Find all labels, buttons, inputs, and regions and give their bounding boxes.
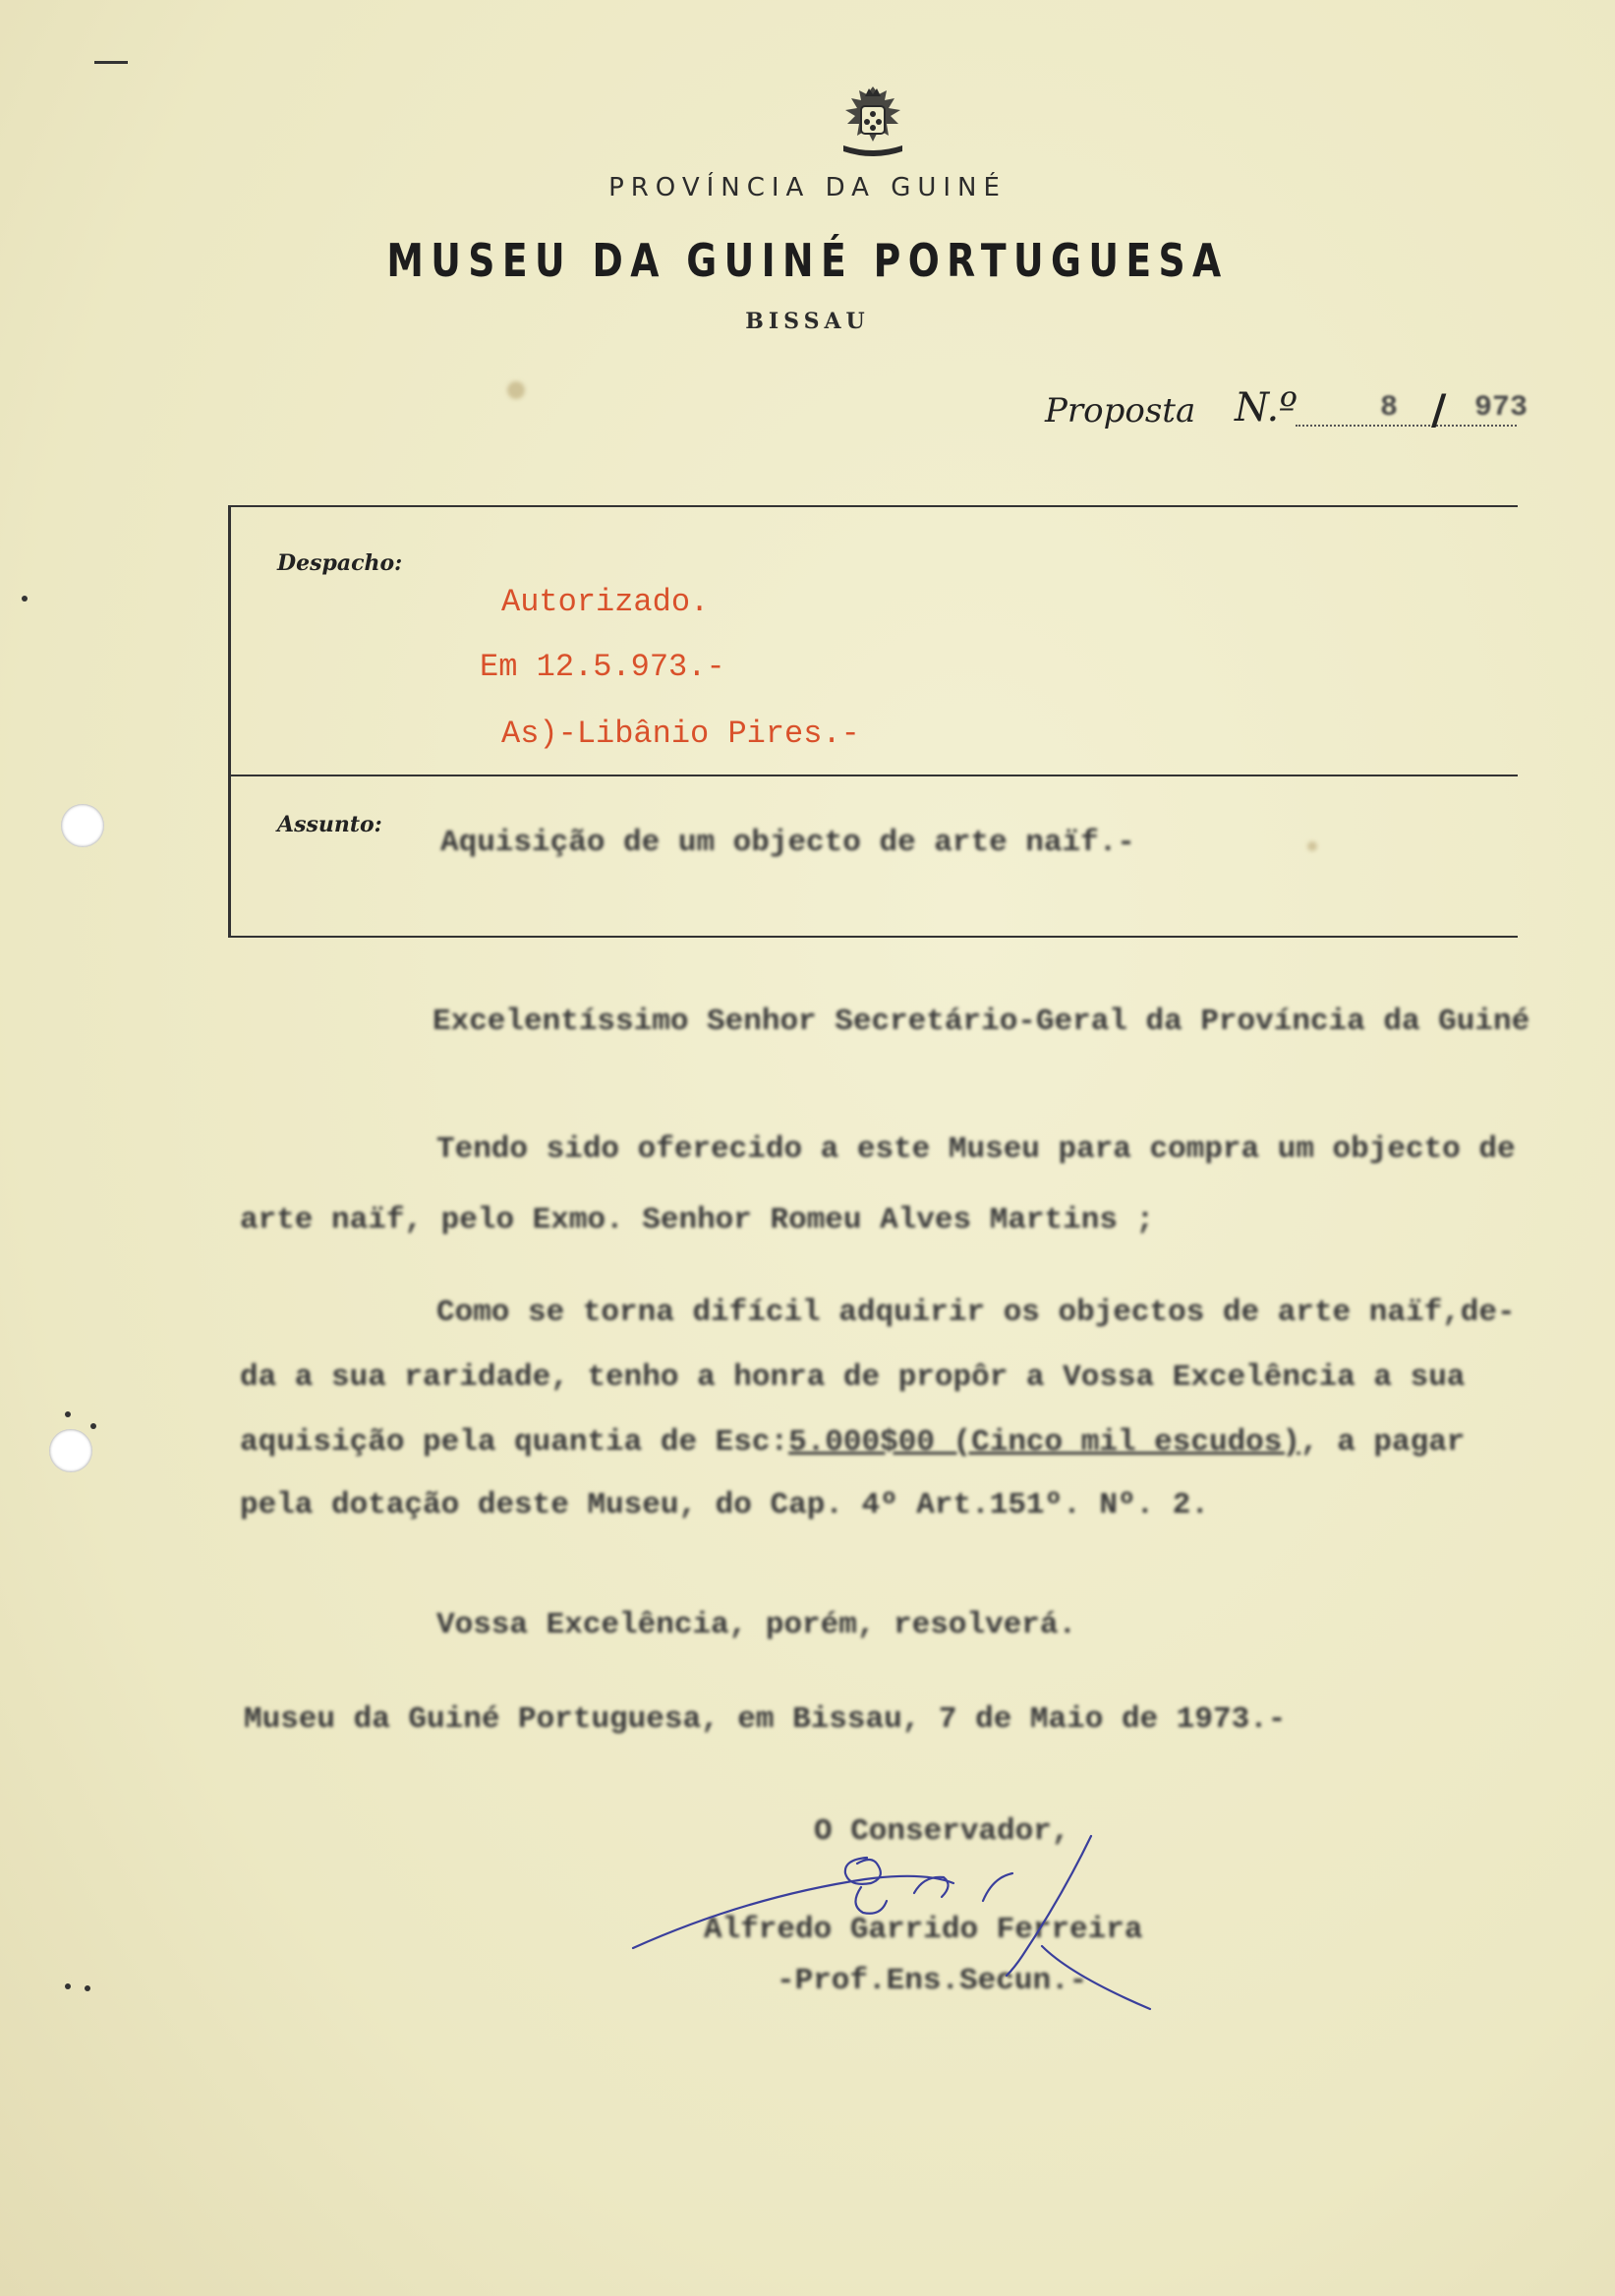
paragraph-line: da a sua raridade, tenho a honra de propôr a Vossa Excelência a sua bbox=[240, 1360, 1466, 1395]
ink-speck bbox=[65, 1411, 71, 1417]
box-left-rule bbox=[228, 505, 231, 938]
proposta-label: Proposta bbox=[1045, 391, 1196, 430]
despacho-stamp-line: Em 12.5.973.- bbox=[480, 649, 725, 685]
assunto-label: Assunto: bbox=[277, 812, 382, 837]
ink-speck bbox=[22, 596, 28, 602]
proposta-separator: / bbox=[1431, 385, 1447, 433]
proposta-number: 8 bbox=[1380, 391, 1399, 425]
proposta-dotted-line bbox=[1296, 425, 1517, 427]
institution-heading: MUSEU DA GUINÉ PORTUGUESA bbox=[386, 234, 1229, 287]
ink-speck bbox=[85, 1985, 90, 1991]
paper-stain bbox=[1307, 841, 1317, 851]
salutation: Excelentíssimo Senhor Secretário-Geral da Província da Guiné bbox=[433, 1004, 1530, 1039]
paragraph-line: pela dotação deste Museu, do Cap. 4º Art.151º. Nº. 2. bbox=[240, 1488, 1209, 1522]
city-heading: BISSAU bbox=[745, 309, 870, 334]
proposta-year: 973 bbox=[1474, 391, 1528, 425]
paragraph-line: arte naïf, pelo Exmo. Senhor Romeu Alves Martins ; bbox=[240, 1203, 1155, 1237]
coat-of-arms-icon bbox=[826, 85, 920, 159]
closing-paragraph: Vossa Excelência, porém, resolverá. bbox=[436, 1608, 1077, 1642]
box-middle-rule bbox=[228, 775, 1518, 776]
paragraph-line bbox=[240, 1425, 1465, 1460]
paragraph-line: Como se torna difícil adquirir os objectos de arte naïf,de- bbox=[436, 1295, 1516, 1330]
punch-hole bbox=[49, 1429, 92, 1472]
ink-speck bbox=[65, 1983, 71, 1989]
signatory-name: Alfredo Garrido Ferreira bbox=[704, 1913, 1143, 1947]
ink-speck bbox=[90, 1423, 96, 1429]
despacho-stamp-line: Autorizado. bbox=[501, 584, 710, 620]
amount-suffix: , a pagar bbox=[1299, 1425, 1466, 1460]
proposta-number-label: N.º bbox=[1235, 385, 1298, 430]
box-bottom-rule bbox=[228, 936, 1518, 938]
despacho-stamp-line: As)-Libânio Pires.- bbox=[501, 716, 860, 752]
box-top-rule bbox=[228, 505, 1518, 507]
signatory-role: -Prof.Ens.Secun.- bbox=[777, 1964, 1088, 1998]
despacho-label: Despacho: bbox=[277, 550, 403, 576]
pencil-mark bbox=[94, 61, 128, 64]
punch-hole bbox=[61, 804, 104, 847]
dateline: Museu da Guiné Portuguesa, em Bissau, 7 de Maio de 1973.- bbox=[244, 1702, 1287, 1737]
signatory-title: O Conservador, bbox=[814, 1814, 1070, 1849]
assunto-text: Aquisição de um objecto de arte naïf.- bbox=[440, 826, 1135, 860]
province-heading: PROVÍNCIA DA GUINÉ bbox=[608, 173, 1007, 202]
handwritten-signature bbox=[629, 1828, 1189, 2015]
amount-value: 5.000$00 (Cinco mil escudos) bbox=[788, 1425, 1300, 1460]
paper-stain bbox=[507, 381, 525, 399]
amount-prefix: aquisição pela quantia de Esc: bbox=[240, 1425, 789, 1460]
paragraph-line: Tendo sido oferecido a este Museu para compra um objecto de bbox=[436, 1132, 1516, 1167]
